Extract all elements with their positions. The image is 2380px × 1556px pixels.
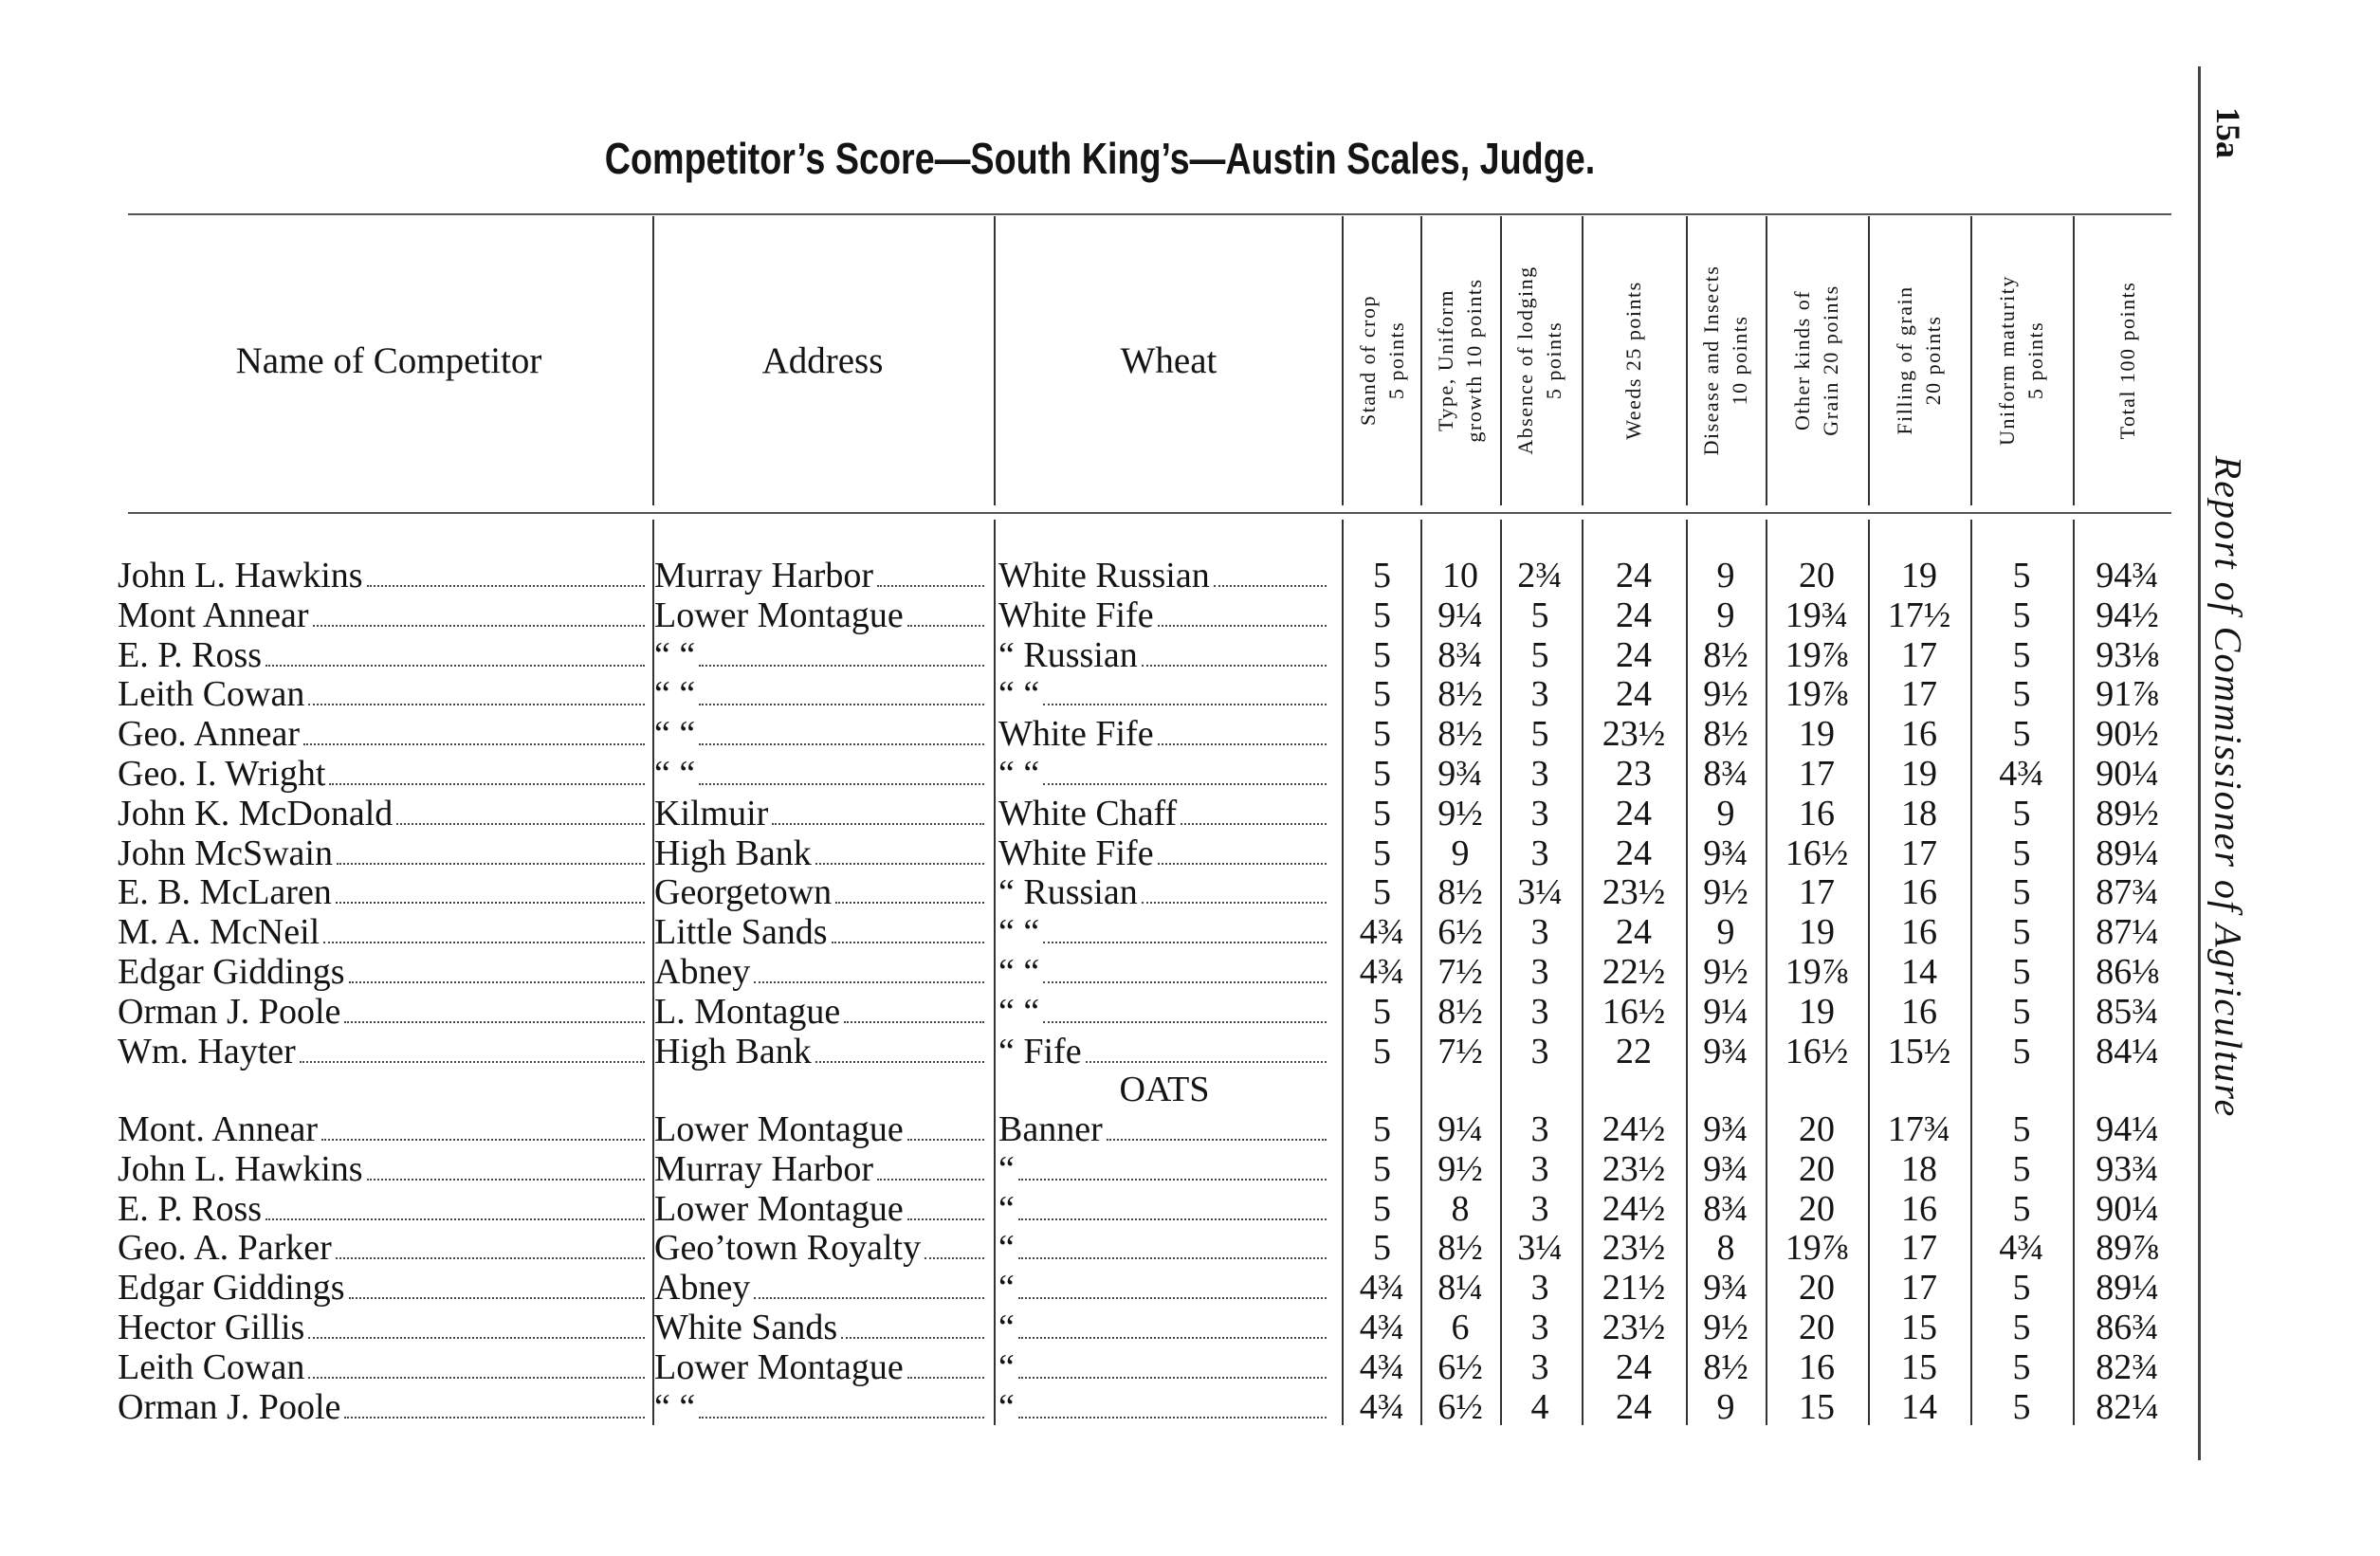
score-cell: 5: [1373, 992, 1391, 1032]
score-cell: 17: [1901, 1268, 1937, 1308]
table-row: [0, 1347, 2181, 1387]
score-cell: 9½: [1703, 872, 1748, 912]
crop-variety: Banner: [998, 1109, 1330, 1151]
competitor-address: Lower Montague: [654, 1109, 988, 1151]
score-cell: 5: [1373, 833, 1391, 873]
score-cell: 86⅛: [2096, 952, 2159, 992]
score-cell: 16½: [1785, 1032, 1849, 1071]
running-head: Report of Commissioner of Agriculture: [2206, 455, 2250, 1119]
page-title: Competitor’s Score—South King’s—Austin Scales, Judge.: [604, 134, 1596, 183]
table-row: [0, 754, 2181, 794]
score-cell: 3: [1530, 1109, 1549, 1149]
score-cell: 94¼: [2096, 1109, 2159, 1149]
score-cell: 19⅞: [1785, 674, 1849, 714]
score-cell: 5: [1373, 1032, 1391, 1071]
score-cell: 8½: [1703, 1347, 1748, 1387]
crop-variety: White Chaff: [998, 794, 1330, 835]
score-cell: 23½: [1602, 714, 1666, 754]
score-cell: 89½: [2096, 794, 2159, 833]
score-cell: 3: [1530, 992, 1549, 1032]
score-cell: 8½: [1437, 1228, 1483, 1268]
crop-variety: “: [998, 1149, 1330, 1191]
score-cell: 3: [1530, 1347, 1549, 1387]
score-cell: 5: [2012, 1268, 2031, 1308]
score-cell: 18: [1901, 794, 1937, 833]
competitor-address: Kilmuir: [654, 794, 988, 835]
score-cell: 8¾: [1437, 635, 1483, 675]
score-cell: 16: [1901, 714, 1937, 754]
table-row: [0, 1268, 2181, 1308]
table-row: [0, 556, 2181, 595]
score-cell: 16: [1799, 1347, 1835, 1387]
score-cell: 19: [1799, 992, 1835, 1032]
score-cell: 2¾: [1517, 556, 1563, 595]
score-cell: 17: [1901, 833, 1937, 873]
competitor-name: Edgar Giddings: [118, 952, 649, 994]
score-cell: 20: [1799, 1268, 1835, 1308]
score-cell: 5: [1373, 595, 1391, 635]
score-cell: 3: [1530, 1308, 1549, 1347]
score-cell: 8½: [1703, 635, 1748, 675]
score-cell: 90¼: [2096, 1189, 2159, 1229]
competitor-address: White Sands: [654, 1308, 988, 1349]
score-cell: 10: [1442, 556, 1478, 595]
score-cell: 4¾: [1999, 1228, 2044, 1268]
header-criterion: Total 100 points: [2115, 281, 2139, 440]
score-cell: 16: [1901, 1189, 1937, 1229]
table-row: [0, 1308, 2181, 1347]
score-cell: 84¼: [2096, 1032, 2159, 1071]
score-cell: 4¾: [1359, 1308, 1405, 1347]
score-cell: 5: [1373, 556, 1391, 595]
header-criterion: Weeds 25 points: [1621, 281, 1645, 440]
score-cell: 24: [1616, 635, 1652, 675]
score-cell: 82¼: [2096, 1387, 2159, 1427]
table-row: [0, 1149, 2181, 1189]
score-cell: 3: [1530, 794, 1549, 833]
table-row: [0, 714, 2181, 754]
table-row: [0, 912, 2181, 952]
crop-variety: “ “: [998, 912, 1330, 954]
score-cell: 19⅞: [1785, 952, 1849, 992]
competitor-name: Mont Annear: [118, 595, 649, 637]
crop-variety: “ “: [998, 674, 1330, 716]
score-cell: 23½: [1602, 1228, 1666, 1268]
score-cell: 23: [1616, 754, 1652, 794]
score-cell: 5: [2012, 1189, 2031, 1229]
score-cell: 19⅞: [1785, 635, 1849, 675]
score-cell: 9: [1716, 556, 1735, 595]
score-cell: 3: [1530, 1268, 1549, 1308]
competitor-address: Abney: [654, 1268, 988, 1309]
score-cell: 4: [1530, 1387, 1549, 1427]
score-cell: 5: [2012, 952, 2031, 992]
score-cell: 82¾: [2096, 1347, 2159, 1387]
oats-section-heading: OATS: [1119, 1070, 1210, 1109]
score-cell: 91⅞: [2096, 674, 2159, 714]
crop-variety: “: [998, 1189, 1330, 1231]
score-cell: 89⅞: [2096, 1228, 2159, 1268]
score-cell: 21½: [1602, 1268, 1666, 1308]
score-cell: 19: [1799, 714, 1835, 754]
score-cell: 5: [2012, 556, 2031, 595]
competitor-name: Geo. A. Parker: [118, 1228, 649, 1270]
score-cell: 5: [2012, 1149, 2031, 1189]
table-row: [0, 595, 2181, 635]
competitor-address: “ “: [654, 754, 988, 796]
table-row: [0, 1109, 2181, 1149]
score-cell: 17¾: [1887, 1109, 1951, 1149]
table-top-rule: [128, 213, 2171, 215]
score-cell: 9¾: [1703, 833, 1748, 873]
competitor-address: Lower Montague: [654, 1347, 988, 1389]
score-cell: 24½: [1602, 1189, 1666, 1229]
competitor-address: Little Sands: [654, 912, 988, 954]
score-cell: 5: [2012, 872, 2031, 912]
competitor-address: “ “: [654, 674, 988, 716]
score-cell: 22½: [1602, 952, 1666, 992]
score-cell: 14: [1901, 1387, 1937, 1427]
header-crop: Wheat: [1120, 340, 1217, 381]
score-cell: 5: [2012, 912, 2031, 952]
score-cell: 9½: [1437, 1149, 1483, 1189]
score-cell: 85¾: [2096, 992, 2159, 1032]
crop-variety: “: [998, 1268, 1330, 1309]
table-row: [0, 1387, 2181, 1427]
score-cell: 9: [1716, 794, 1735, 833]
score-cell: 3: [1530, 1189, 1549, 1229]
score-cell: 20: [1799, 1189, 1835, 1229]
score-cell: 9¾: [1703, 1149, 1748, 1189]
competitor-name: Leith Cowan: [118, 1347, 649, 1389]
score-cell: 24½: [1602, 1109, 1666, 1149]
score-cell: 19⅞: [1785, 1228, 1849, 1268]
score-cell: 5: [2012, 635, 2031, 675]
score-cell: 86¾: [2096, 1308, 2159, 1347]
competitor-name: Geo. Annear: [118, 714, 649, 756]
score-cell: 24: [1616, 674, 1652, 714]
competitor-name: Edgar Giddings: [118, 1268, 649, 1309]
score-cell: 16: [1901, 912, 1937, 952]
score-cell: 17: [1799, 754, 1835, 794]
score-cell: 3¼: [1517, 872, 1563, 912]
score-cell: 4¾: [1359, 912, 1405, 952]
score-cell: 9½: [1703, 1308, 1748, 1347]
score-cell: 5: [1373, 1109, 1391, 1149]
competitor-name: E. B. McLaren: [118, 872, 649, 914]
score-cell: 6½: [1437, 1347, 1483, 1387]
score-cell: 90½: [2096, 714, 2159, 754]
score-cell: 5: [1373, 674, 1391, 714]
score-cell: 20: [1799, 1149, 1835, 1189]
score-cell: 9: [1716, 1387, 1735, 1427]
crop-variety: White Fife: [998, 714, 1330, 756]
crop-variety: “ Fife: [998, 1032, 1330, 1073]
score-cell: 16: [1901, 992, 1937, 1032]
score-cell: 17½: [1887, 595, 1951, 635]
competitor-address: Georgetown: [654, 872, 988, 914]
score-cell: 4¾: [1359, 1387, 1405, 1427]
score-cell: 22: [1616, 1032, 1652, 1071]
crop-variety: “ Russian: [998, 872, 1330, 914]
score-cell: 23½: [1602, 872, 1666, 912]
score-cell: 20: [1799, 556, 1835, 595]
table-row: [0, 674, 2181, 714]
score-cell: 4¾: [1999, 754, 2044, 794]
score-cell: 5: [1530, 714, 1549, 754]
score-cell: 24: [1616, 833, 1652, 873]
score-cell: 5: [1373, 1228, 1391, 1268]
table-row: [0, 872, 2181, 912]
score-cell: 94½: [2096, 595, 2159, 635]
header-criterion: Filling of grain 20 points: [1893, 285, 1945, 435]
competitor-name: John McSwain: [118, 833, 649, 875]
score-cell: 5: [1373, 1149, 1391, 1189]
table-row: [0, 992, 2181, 1032]
score-cell: 89¼: [2096, 833, 2159, 873]
score-cell: 24: [1616, 1387, 1652, 1427]
score-cell: 9¾: [1703, 1109, 1748, 1149]
score-cell: 17: [1799, 872, 1835, 912]
score-cell: 9¼: [1437, 1109, 1483, 1149]
score-cell: 8½: [1437, 674, 1483, 714]
score-cell: 5: [2012, 1032, 2031, 1071]
score-cell: 5: [1373, 872, 1391, 912]
page-number: 15a: [2209, 107, 2247, 158]
score-cell: 15½: [1887, 1032, 1951, 1071]
score-cell: 90¼: [2096, 754, 2159, 794]
score-cell: 5: [1530, 595, 1549, 635]
competitor-address: Murray Harbor: [654, 1149, 988, 1191]
score-cell: 5: [2012, 674, 2031, 714]
score-cell: 19: [1901, 556, 1937, 595]
score-cell: 15: [1799, 1387, 1835, 1427]
score-cell: 3: [1530, 1032, 1549, 1071]
competitor-name: John L. Hawkins: [118, 1149, 649, 1191]
score-cell: 3: [1530, 1149, 1549, 1189]
score-cell: 8¾: [1703, 754, 1748, 794]
table-row: [0, 1032, 2181, 1071]
score-cell: 23½: [1602, 1308, 1666, 1347]
competitor-address: L. Montague: [654, 992, 988, 1034]
competitor-address: “ “: [654, 1387, 988, 1429]
header-criterion: Stand of crop 5 points: [1355, 294, 1408, 427]
score-cell: 89¼: [2096, 1268, 2159, 1308]
competitor-name: Leith Cowan: [118, 674, 649, 716]
score-cell: 5: [2012, 992, 2031, 1032]
score-cell: 8½: [1437, 714, 1483, 754]
header-name: Name of Competitor: [235, 340, 542, 381]
score-cell: 20: [1799, 1109, 1835, 1149]
competitor-address: “ “: [654, 714, 988, 756]
score-cell: 7½: [1437, 952, 1483, 992]
crop-variety: “: [998, 1228, 1330, 1270]
score-cell: 8: [1451, 1189, 1470, 1229]
score-cell: 5: [1373, 794, 1391, 833]
competitor-address: High Bank: [654, 1032, 988, 1073]
competitor-name: E. P. Ross: [118, 1189, 649, 1231]
score-cell: 17: [1901, 635, 1937, 675]
score-cell: 6½: [1437, 912, 1483, 952]
score-cell: 5: [2012, 1347, 2031, 1387]
crop-variety: “: [998, 1387, 1330, 1429]
competitor-name: John K. McDonald: [118, 794, 649, 835]
score-cell: 15: [1901, 1347, 1937, 1387]
score-cell: 8: [1716, 1228, 1735, 1268]
competitor-address: “ “: [654, 635, 988, 677]
crop-variety: “: [998, 1347, 1330, 1389]
score-cell: 5: [1373, 714, 1391, 754]
score-cell: 6½: [1437, 1387, 1483, 1427]
score-cell: 5: [1530, 635, 1549, 675]
score-cell: 14: [1901, 952, 1937, 992]
competitor-name: Geo. I. Wright: [118, 754, 649, 796]
score-cell: 8½: [1437, 992, 1483, 1032]
competitor-name: M. A. McNeil: [118, 912, 649, 954]
header-criterion: Disease and Insects 10 points: [1699, 265, 1751, 456]
competitor-name: John L. Hawkins: [118, 556, 649, 597]
score-cell: 5: [1373, 1189, 1391, 1229]
score-cell: 17: [1901, 1228, 1937, 1268]
score-cell: 24: [1616, 595, 1652, 635]
crop-variety: “ “: [998, 992, 1330, 1034]
table-row: [0, 952, 2181, 992]
crop-variety: “ “: [998, 952, 1330, 994]
score-cell: 3: [1530, 952, 1549, 992]
header-address: Address: [761, 340, 884, 381]
score-cell: 24: [1616, 794, 1652, 833]
table-row: [0, 794, 2181, 833]
score-cell: 15: [1901, 1308, 1937, 1347]
score-cell: 16½: [1785, 833, 1849, 873]
crop-variety: White Russian: [998, 556, 1330, 597]
competitor-address: Abney: [654, 952, 988, 994]
score-cell: 3: [1530, 912, 1549, 952]
score-cell: 8¼: [1437, 1268, 1483, 1308]
crop-variety: “ Russian: [998, 635, 1330, 677]
score-cell: 16: [1901, 872, 1937, 912]
competitor-name: E. P. Ross: [118, 635, 649, 677]
score-cell: 16: [1799, 794, 1835, 833]
score-cell: 4¾: [1359, 1347, 1405, 1387]
competitor-address: Geo’town Royalty: [654, 1228, 988, 1270]
score-cell: 19: [1901, 754, 1937, 794]
score-cell: 3: [1530, 754, 1549, 794]
score-cell: 19: [1799, 912, 1835, 952]
score-cell: 93⅛: [2096, 635, 2159, 675]
page-edge-rule: [2198, 66, 2201, 1460]
score-cell: 9¾: [1703, 1032, 1748, 1071]
score-cell: 17: [1901, 674, 1937, 714]
score-cell: 16½: [1602, 992, 1666, 1032]
score-cell: 6: [1451, 1308, 1470, 1347]
crop-variety: White Fife: [998, 833, 1330, 875]
score-cell: 5: [1373, 635, 1391, 675]
competitor-name: Mont. Annear: [118, 1109, 649, 1151]
score-cell: 24: [1616, 912, 1652, 952]
header-criterion: Other kinds of Grain 20 points: [1790, 284, 1842, 436]
score-cell: 87¼: [2096, 912, 2159, 952]
score-cell: 5: [2012, 714, 2031, 754]
score-cell: 19¾: [1785, 595, 1849, 635]
score-cell: 87¾: [2096, 872, 2159, 912]
score-cell: 3: [1530, 833, 1549, 873]
competitor-name: Hector Gillis: [118, 1308, 649, 1349]
score-cell: 20: [1799, 1308, 1835, 1347]
score-cell: 5: [2012, 833, 2031, 873]
score-cell: 9½: [1437, 794, 1483, 833]
score-cell: 9¼: [1703, 992, 1748, 1032]
score-cell: 9½: [1703, 952, 1748, 992]
score-cell: 3: [1530, 674, 1549, 714]
score-cell: 5: [1373, 754, 1391, 794]
score-cell: 8¾: [1703, 1189, 1748, 1229]
competitor-address: High Bank: [654, 833, 988, 875]
competitor-name: Orman J. Poole: [118, 1387, 649, 1429]
table-row: [0, 635, 2181, 675]
score-cell: 8½: [1703, 714, 1748, 754]
score-cell: 9¼: [1437, 595, 1483, 635]
score-cell: 8½: [1437, 872, 1483, 912]
score-cell: 24: [1616, 556, 1652, 595]
table-row: [0, 833, 2181, 873]
crop-variety: “ “: [998, 754, 1330, 796]
score-cell: 9: [1716, 912, 1735, 952]
score-cell: 18: [1901, 1149, 1937, 1189]
header-criterion: Absence of lodging 5 points: [1513, 265, 1565, 455]
table-row: [0, 1189, 2181, 1229]
competitor-address: Murray Harbor: [654, 556, 988, 597]
score-cell: 3¼: [1517, 1228, 1563, 1268]
score-cell: 5: [2012, 794, 2031, 833]
competitor-address: Lower Montague: [654, 595, 988, 637]
crop-variety: “: [998, 1308, 1330, 1349]
competitor-address: Lower Montague: [654, 1189, 988, 1231]
score-cell: 5: [2012, 1387, 2031, 1427]
score-cell: 4¾: [1359, 1268, 1405, 1308]
score-cell: 5: [2012, 1308, 2031, 1347]
header-bottom-rule: [128, 512, 2171, 514]
score-cell: 9: [1716, 595, 1735, 635]
crop-variety: White Fife: [998, 595, 1330, 637]
score-cell: 9¾: [1437, 754, 1483, 794]
score-cell: 7½: [1437, 1032, 1483, 1071]
score-cell: 5: [2012, 1109, 2031, 1149]
table-row: [0, 1228, 2181, 1268]
score-cell: 5: [2012, 595, 2031, 635]
score-cell: 9: [1451, 833, 1470, 873]
competitor-name: Wm. Hayter: [118, 1032, 649, 1073]
score-cell: 9¾: [1703, 1268, 1748, 1308]
competitor-name: Orman J. Poole: [118, 992, 649, 1034]
header-criterion: Type, Uniform growth 10 points: [1434, 278, 1486, 443]
score-cell: 24: [1616, 1347, 1652, 1387]
score-cell: 4¾: [1359, 952, 1405, 992]
score-cell: 9½: [1703, 674, 1748, 714]
score-cell: 94¾: [2096, 556, 2159, 595]
header-criterion: Uniform maturity 5 points: [1995, 275, 2047, 446]
score-cell: 23½: [1602, 1149, 1666, 1189]
score-cell: 93¾: [2096, 1149, 2159, 1189]
